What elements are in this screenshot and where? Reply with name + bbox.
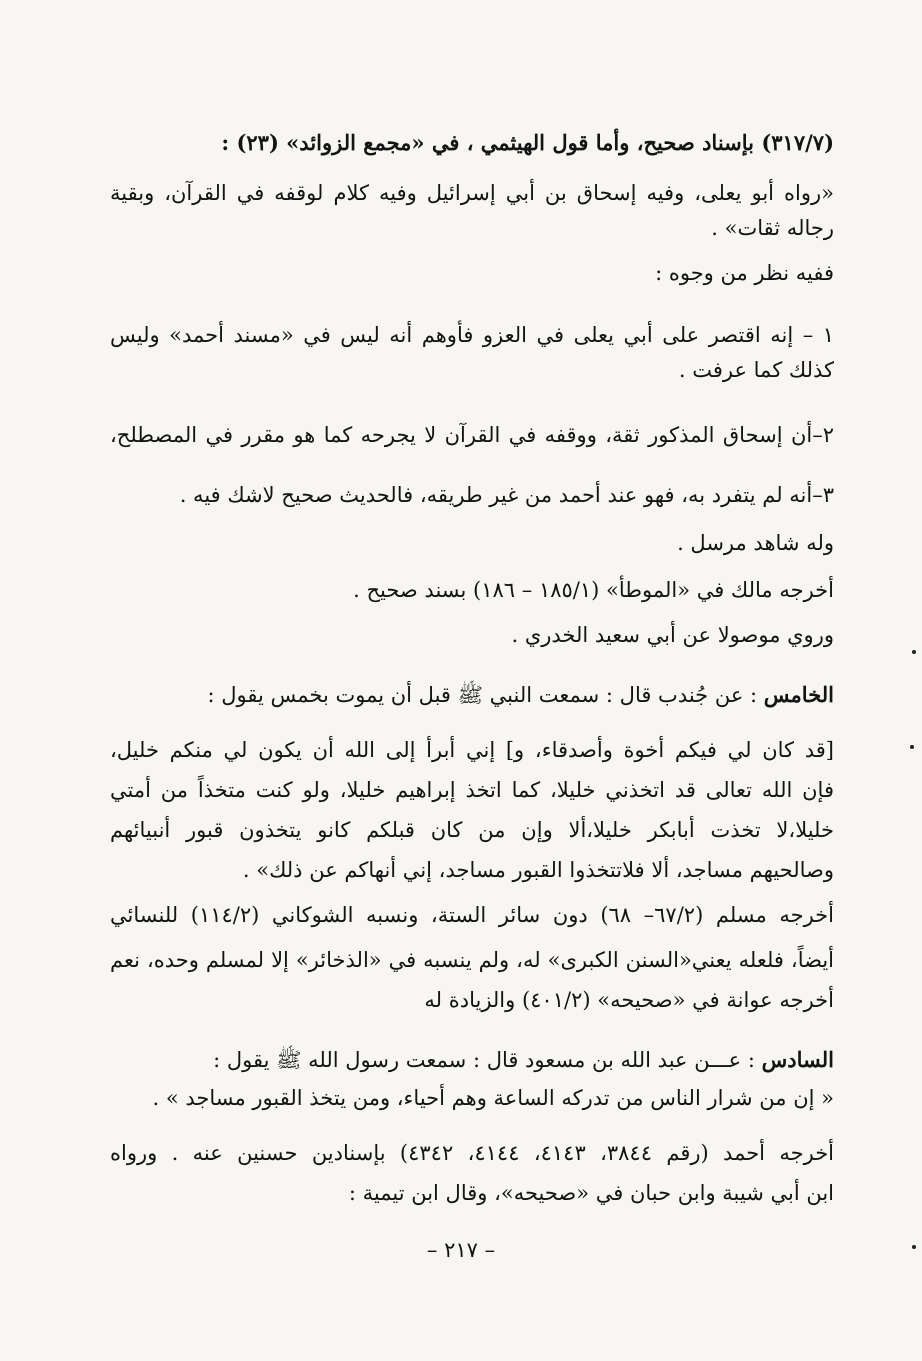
text-line-7: ٢–أن إسحاق المذكور ثقة، ووقفه في القرآن لا يجرحه كما هو مقرر في المصطلح، [110,423,834,447]
text-line-11: وروي موصولا عن أبي سعيد الخدري . [511,623,834,647]
text-line-20: السادس : عـــن عبد الله بن مسعود قال : سمعت رسول الله ﷺ يقول : [213,1047,834,1072]
text-line-13: [قد كان لي فيكم أخوة وأصدقاء، و] إني أبرأ إلى الله أن يكون لي منكم خليل، [110,738,834,762]
margin-mark [912,650,916,654]
text-line-18: أيضاً، فلعله يعني«السنن الكبرى» له، ولم ينسبه في «الذخائر» إلا لمسلم وحده، نعم [110,948,834,972]
text-line-3: رجاله ثقات» . [711,216,834,240]
text-line-4: ففيه نظر من وجوه : [655,261,834,285]
text-line-9: وله شاهد مرسل . [677,531,834,555]
text-line-22: أخرجه أحمد (رقم ٣٨٤٤، ٤١٤٣، ٤١٤٤، ٤٣٤٢) بإسنادين حسنين عنه . ورواه [110,1141,834,1165]
margin-mark [912,1245,916,1249]
page-number: – ٢١٧ – [426,1238,496,1262]
text-line-12: الخامس : عن جُندب قال : سمعت النبي ﷺ قبل أن يموت بخمس يقول : [207,682,834,707]
text-line-23: ابن أبي شيبة وابن حبان في «صحيحه»، وقال ابن تيمية : [348,1181,834,1205]
text-line-21: « إن من شرار الناس من تدركه الساعة وهم أحياء، ومن يتخذ القبور مساجد » . [152,1086,834,1110]
text-line-14: فإن الله تعالى قد اتخذني خليلا، كما اتخذ إبراهيم خليلا، ولو كنت متخذاً من أمتي [110,778,834,802]
text-line-16: وصالحيهم مساجد، ألا فلاتتخذوا القبور مساجد، إني أنهاكم عن ذلك» . [242,858,834,882]
text-line-6: كذلك كما عرفت . [678,358,834,382]
text-line-17: أخرجه مسلم (٦٧/٢– ٦٨) دون سائر الستة، ونسبه الشوكاني (١١٤/٢) للنسائي [110,903,834,927]
text-line-19: أخرجه عوانة في «صحيحه» (٤٠١/٢) والزيادة له [424,988,834,1012]
text-line-1: (٣١٧/٧) بإسناد صحيح، وأما قول الهيثمي ، في «مجمع الزوائد» (٢٣) : [221,130,834,155]
text-line-5: ١ – إنه اقتصر على أبي يعلى في العزو فأوهم أنه ليس في «مسند أحمد» وليس [110,323,834,347]
section-label: الخامس [763,682,834,707]
text-line-15: خليلا،لا تخذت أبابكر خليلا،ألا وإن من كان قبلكم كانو يتخذون قبور أنبيائهم [110,818,834,842]
text-line-2: «رواه أبو يعلى، وفيه إسحاق بن أبي إسرائيل وفيه كلام لوقفه في القرآن، وبقية [110,181,834,205]
text-line-8: ٣–أنه لم يتفرد به، فهو عند أحمد من غير طريقه، فالحديث صحيح لاشك فيه . [179,483,834,507]
margin-mark [910,745,914,749]
section-label: السادس [761,1047,834,1072]
text-line-10: أخرجه مالك في «الموطأ» (١٨٥/١ – ١٨٦) بسند صحيح . [353,578,834,602]
